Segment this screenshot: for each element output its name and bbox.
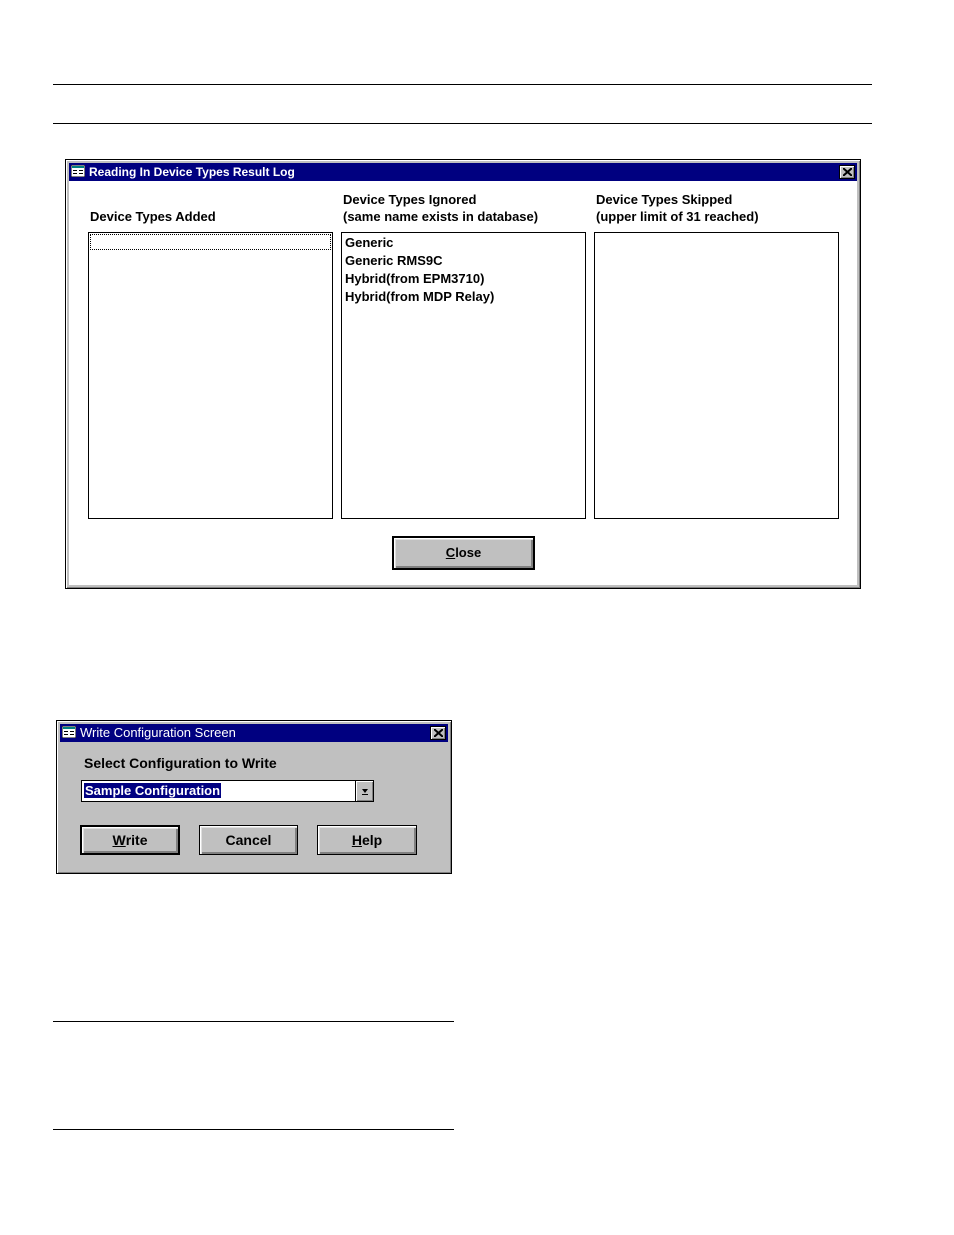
write-config-title: Write Configuration Screen (80, 725, 236, 740)
write-config-close-box[interactable] (430, 726, 446, 740)
list-item[interactable]: Generic RMS9C (345, 253, 443, 268)
help-hotkey: H (351, 832, 362, 848)
added-label: Device Types Added (90, 209, 216, 224)
window-system-icon[interactable] (71, 165, 85, 177)
help-label-rest: elp (361, 832, 383, 848)
top-rule-2 (53, 123, 872, 124)
window-system-icon[interactable] (62, 726, 76, 738)
ignored-listbox[interactable] (341, 232, 586, 519)
top-rule-1 (53, 84, 872, 85)
list-item[interactable]: Hybrid(from EPM3710) (345, 271, 485, 286)
close-label-rest: lose (455, 545, 482, 560)
result-log-dialog (65, 159, 861, 589)
write-label-rest: rite (125, 832, 148, 848)
help-button[interactable] (317, 825, 417, 855)
list-item[interactable]: Generic (345, 235, 394, 250)
list-item[interactable]: Hybrid(from MDP Relay) (345, 289, 495, 304)
write-config-dialog (56, 720, 452, 874)
ignored-label-line2: (same name exists in database) (343, 209, 539, 224)
result-log-close-box[interactable] (839, 165, 855, 179)
close-icon (434, 729, 443, 737)
config-select[interactable] (81, 780, 374, 802)
result-log-titlebar[interactable] (69, 163, 857, 181)
write-config-titlebar[interactable] (60, 724, 448, 742)
added-listbox[interactable] (88, 232, 333, 519)
close-icon (843, 168, 852, 176)
close-hotkey: C (445, 545, 456, 560)
cancel-label: Cancel (225, 832, 272, 848)
write-hotkey: W (112, 832, 126, 848)
bottom-rule-2 (53, 1129, 454, 1130)
added-focus-rect (90, 234, 331, 250)
skipped-label-line2: (upper limit of 31 reached) (596, 209, 759, 224)
dropdown-arrow-icon (356, 781, 374, 801)
config-select-arrow[interactable] (355, 781, 373, 801)
result-log-title: Reading In Device Types Result Log (89, 165, 295, 179)
skipped-label-line1: Device Types Skipped (596, 192, 733, 207)
config-select-value: Sample Configuration (85, 783, 221, 798)
cancel-button[interactable] (199, 825, 298, 855)
select-config-label: Select Configuration to Write (84, 755, 277, 771)
write-config-body (60, 742, 448, 870)
skipped-listbox[interactable] (594, 232, 839, 519)
ignored-label-line1: Device Types Ignored (343, 192, 477, 207)
write-button[interactable] (80, 825, 180, 855)
result-log-body (69, 181, 857, 585)
bottom-rule-1 (53, 1021, 454, 1022)
close-button[interactable] (392, 536, 535, 570)
